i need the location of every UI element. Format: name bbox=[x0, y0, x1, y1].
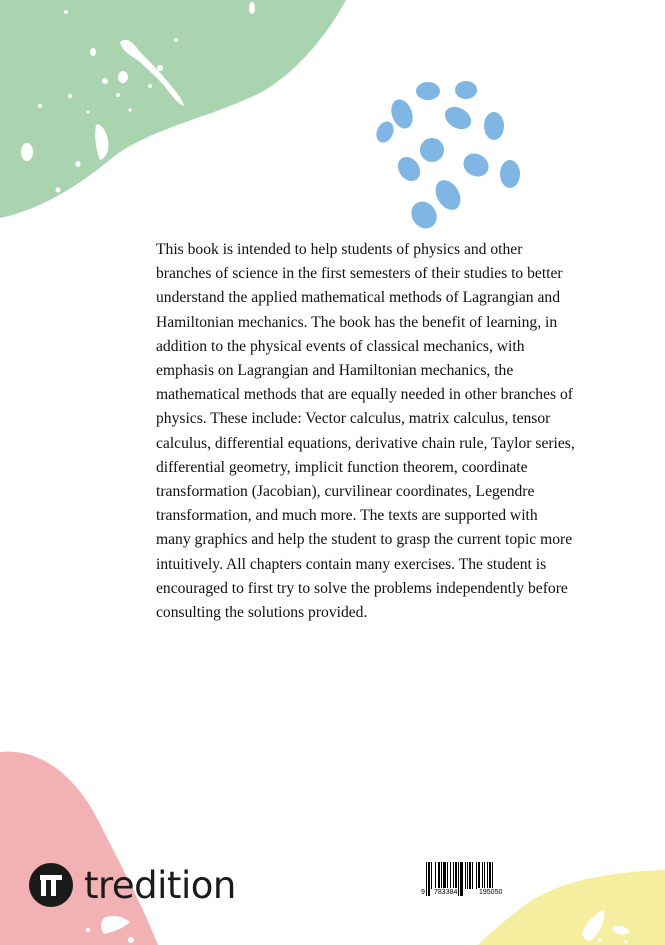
blue-dot-cluster bbox=[373, 81, 520, 233]
barcode-group-2: 195050 bbox=[479, 889, 503, 896]
publisher-brand bbox=[28, 862, 236, 908]
green-blob bbox=[0, 0, 346, 218]
book-description: This book is intended to help students of physics and other branches of science in the first semesters of their studies to better understand the applied mathematical methods of Lagrangian and Hamiltonian mechanics. The book has the benefit of learning, in addition to the physical events of classical mechanics, with emphasis on Lagrangian and Hamiltonian mechanics, the mathematical methods that are equally needed in other branches of physics. These include: Vector calculus, matrix calculus, tensor calculus, differential equations, derivative chain rule, Taylor series, differential geometry, implicit function theorem, coordinate transformation (Jacobian), curvilinear coordinates, Legendre transformation, and much more. The texts are supported with many graphics and help the student to grasp the current topic more intuitively. All chapters contain many exercises. The student is encouraged to first try to solve the problems independently before consulting the solutions provided. bbox=[156, 241, 575, 622]
publisher-name: tredition bbox=[84, 863, 236, 907]
barcode-group-1: 783384 bbox=[434, 889, 458, 896]
barcode-lead-digit: 9 bbox=[421, 889, 425, 896]
tredition-logo-icon bbox=[28, 862, 74, 908]
pink-blob bbox=[0, 752, 158, 945]
isbn-barcode bbox=[420, 860, 524, 900]
